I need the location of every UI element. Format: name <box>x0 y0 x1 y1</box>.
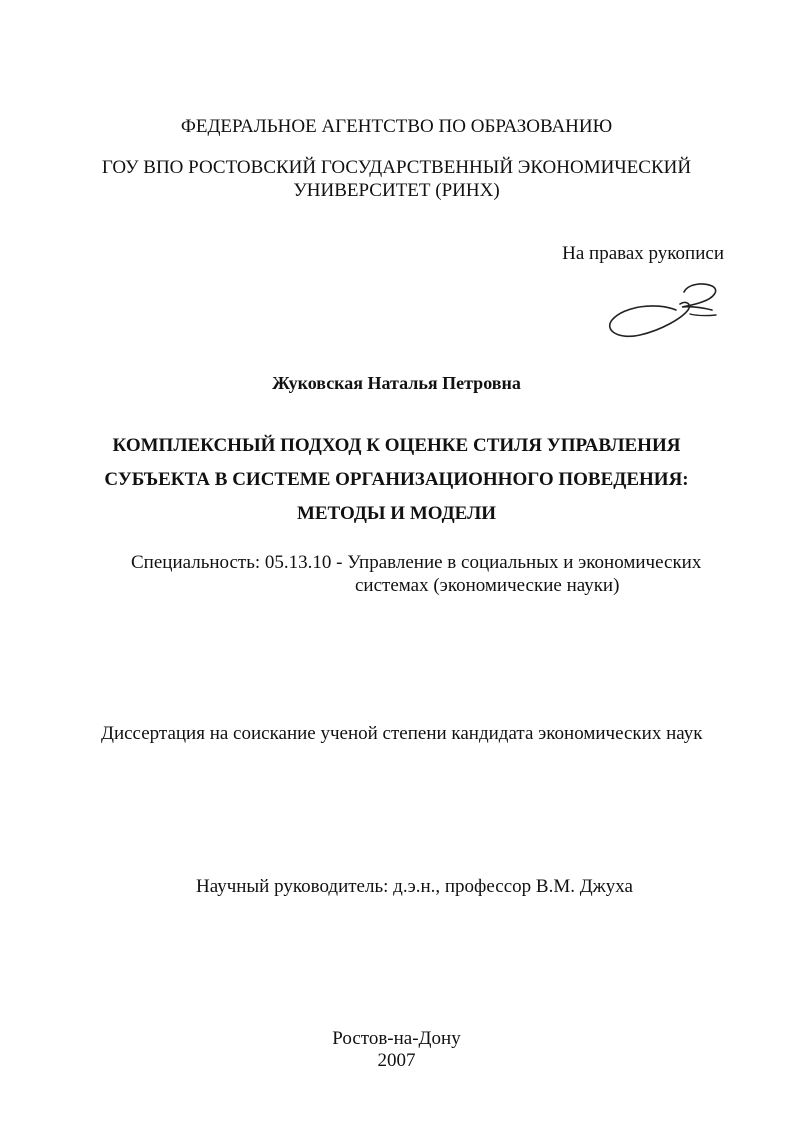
city: Ростов-на-Дону <box>332 1028 461 1049</box>
scientific-advisor: Научный руководитель: д.э.н., профессор В.М. Джуха <box>196 876 633 897</box>
thesis-title-line2: СУБЪЕКТА В СИСТЕМЕ ОРГАНИЗАЦИОННОГО ПОВЕДЕНИЯ: <box>104 469 689 490</box>
thesis-title-line1: КОМПЛЕКСНЫЙ ПОДХОД К ОЦЕНКЕ СТИЛЯ УПРАВЛЕНИЯ <box>112 435 681 456</box>
year: 2007 <box>377 1050 416 1071</box>
specialty-line1: Специальность: 05.13.10 - Управление в социальных и экономических <box>131 552 702 573</box>
specialty-line2: системах (экономические науки) <box>355 575 620 596</box>
rights-note: На правах рукописи <box>562 243 724 264</box>
author-name: Жуковская Наталья Петровна <box>272 373 521 393</box>
university-name-line2: УНИВЕРСИТЕТ (РИНХ) <box>293 180 500 201</box>
signature-icon <box>606 280 722 342</box>
dissertation-type: Диссертация на соискание ученой степени кандидата экономических наук <box>101 723 703 744</box>
university-name-line1: ГОУ ВПО РОСТОВСКИЙ ГОСУДАРСТВЕННЫЙ ЭКОНОМИЧЕСКИЙ <box>101 157 692 178</box>
agency-name: ФЕДЕРАЛЬНОЕ АГЕНТСТВО ПО ОБРАЗОВАНИЮ <box>180 116 613 137</box>
thesis-title-line3: МЕТОДЫ И МОДЕЛИ <box>296 503 497 524</box>
